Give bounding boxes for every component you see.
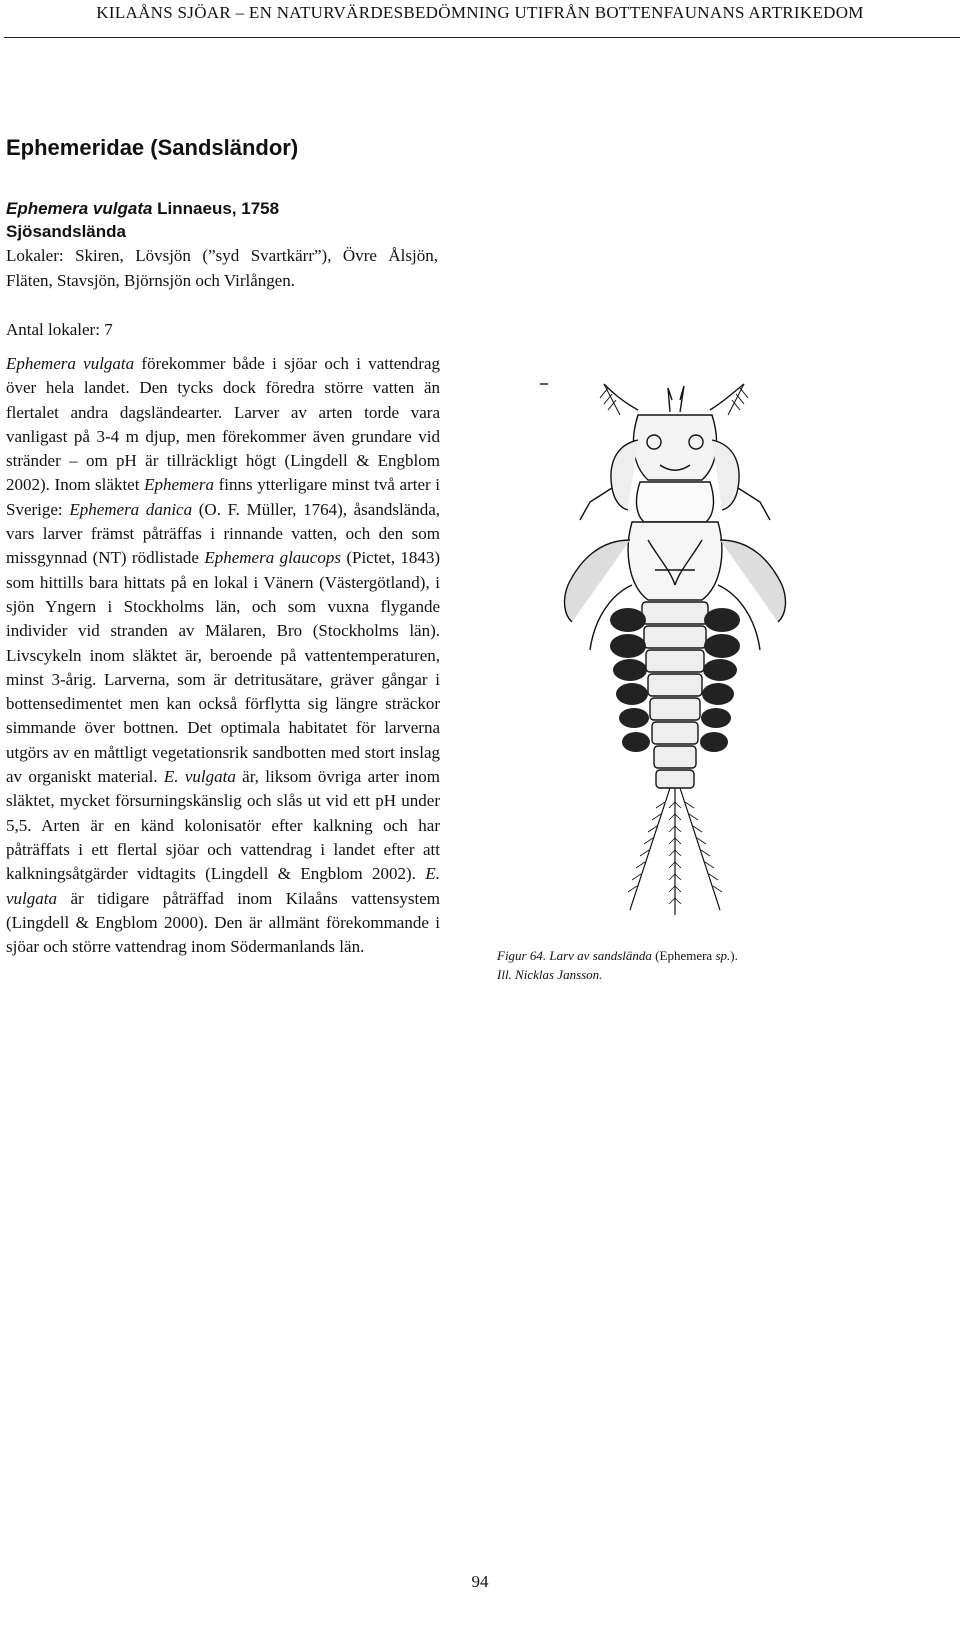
species-common-name: Sjösandslända (6, 222, 126, 241)
species-name-inline: Ephemera glaucops (204, 548, 341, 568)
body-text-segment: är, liksom övriga arter inom släktet, mycket försurningskänslig och slås ut vid ett pH under 5,5. Arten är en känd kolonisatör efter kalkning och har påträffats i ett flertal sjöar och vattendrag i landet efter att kalkningsåtgärder vidtagits (Lingdell & Engblom 2002). (6, 767, 440, 884)
caption-segment: (Ephemera (651, 948, 716, 963)
header-rule (4, 37, 960, 38)
mayfly-larva-illustration (520, 370, 820, 930)
section-title: Ephemeridae (Sandsländor) (6, 135, 299, 160)
species-authority: Linnaeus, 1758 (152, 199, 280, 218)
species-name-inline: Ephemera danica (69, 499, 193, 519)
genus-name-inline: Ephemera (144, 475, 214, 495)
body-text-segment: är tidigare påträffad inom Kilaåns vattensystem (Lingdell & Engblom 2000). Den är allmänt förekommande i sjöar och större vattendrag inom Södermanlands län. (6, 888, 440, 957)
caption-segment: sp. (715, 948, 731, 963)
running-header: KILAÅNS SJÖAR – EN NATURVÄRDESBEDÖMNING UTIFRÅN BOTTENFAUNANS ARTRIKEDOM (96, 3, 864, 22)
caption-credit: Ill. Nicklas Jansson. (497, 967, 603, 982)
species-name-inline: Ephemera vulgata (6, 354, 135, 373)
figure-caption (497, 946, 827, 984)
body-paragraph (6, 352, 440, 959)
locale-count: Antal lokaler: 7 (6, 320, 113, 339)
species-name-inline: E. vulgata (6, 864, 440, 908)
page-number: 94 (471, 1572, 489, 1591)
body-text-segment: (Pictet, 1843) som hittills bara hittats på en lokal i Vänern (Västergötland), i sjön Yngern i Stockholms län, och som vuxna flygande individer vid stranden av Mälaren, Bro (Stockholms län). Livscykeln inom släktet är, beroende på vattentemperaturen, minst 3-årig. Larverna, som är detritusätare, gräver gångar i bottensedimentet men kan också förflytta sig längre sträckor simmande över bottnen. Det optimala habitatet för larverna utgörs av en måttligt vegetationsrik sandbotten med stort inslag av organiskt material. (6, 548, 440, 787)
body-text-segment: finns ytterligare minst två arter i Sverige: (6, 475, 441, 519)
species-latin-name: Ephemera vulgata (6, 199, 153, 218)
species-heading (6, 197, 279, 243)
caption-label: Figur 64. Larv av sandslända (497, 948, 652, 963)
species-name-inline: E. vulgata (163, 767, 236, 787)
body-text-segment: förekommer både i sjöar och i vattendrag över hela landet. Den tycks dock föredra större vatten än flertalet andra dagsländearter. Larver av arten torde vara vanligast på 3-4 m djup, men förekommer även grundare vid stränder – om pH är tillräckligt högt (Lingdell & Engblom 2002). Inom släktet (6, 354, 440, 495)
caption-segment: ). (730, 948, 738, 963)
locales-list: Lokaler: Skiren, Lövsjön (”syd Svartkärr”), Övre Ålsjön, Fläten, Stavsjön, Björnsjön och Virlången. (6, 246, 438, 290)
body-text-segment: (O. F. Müller, 1764), åsandslända, vars larver främst påträffas i rinnande vatten, och den som missgynnad (NT) rödlistade (6, 499, 441, 568)
larva-drawing (520, 370, 820, 930)
